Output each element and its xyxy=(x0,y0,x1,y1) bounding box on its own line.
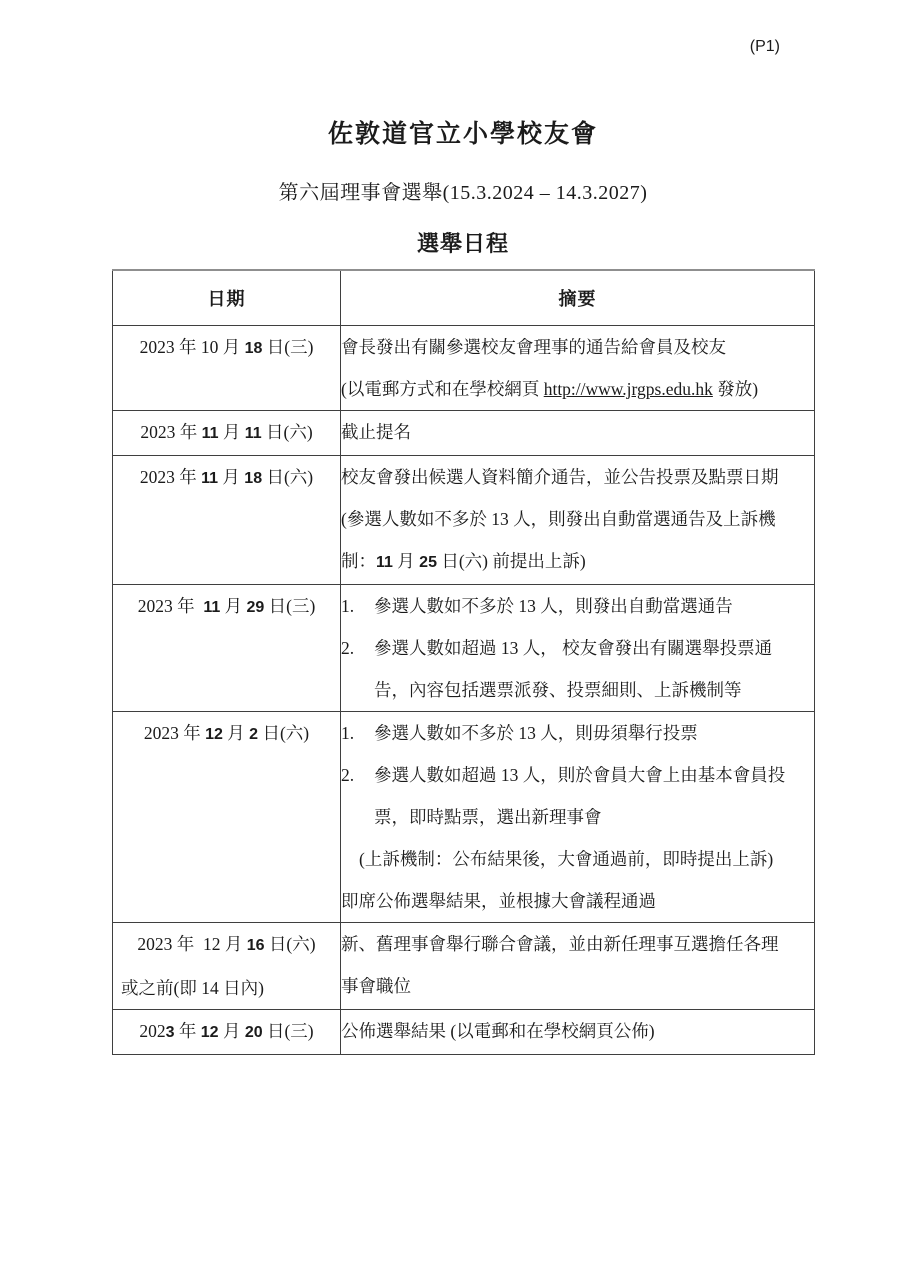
summary-line xyxy=(341,796,814,838)
summary-line xyxy=(341,712,814,754)
bold-text-segment: 11 xyxy=(376,554,393,571)
summary-cell xyxy=(341,712,815,923)
text-segment: 票，即時點票，選出新理事會 xyxy=(374,807,602,827)
section-title: 選舉日程 xyxy=(416,231,509,256)
date-line xyxy=(113,585,340,629)
text-segment: 日(六) xyxy=(264,934,316,954)
date-cell xyxy=(113,712,341,923)
summary-line xyxy=(341,627,814,669)
table-header-row xyxy=(113,270,815,326)
bold-text-segment: 11 xyxy=(201,470,219,487)
bold-text-segment: 11 xyxy=(244,425,262,442)
date-cell xyxy=(113,923,341,1010)
text-segment: 發放) xyxy=(712,379,759,399)
text-segment: 日(六) xyxy=(262,467,314,487)
text-segment: 2023 年 xyxy=(143,723,206,743)
bold-text-segment: 25 xyxy=(419,554,437,571)
text-segment: 月 xyxy=(220,596,247,616)
summary-line xyxy=(341,838,814,880)
text-segment: 參選人數如不多於 13 人，則發出自動當選通告 xyxy=(374,596,733,616)
list-marker: 1. xyxy=(341,723,355,743)
list-marker: 2. xyxy=(341,765,355,785)
summary-cell xyxy=(341,456,815,585)
summary-cell xyxy=(341,411,815,456)
text-segment: (上訴機制：公布結果後，大會通過前，即時提出上訴) xyxy=(359,849,774,869)
summary-cell xyxy=(341,923,815,1010)
summary-line xyxy=(341,1010,814,1052)
text-segment: 日(六) xyxy=(258,723,310,743)
table-row xyxy=(113,712,815,923)
bold-text-segment: 16 xyxy=(246,937,265,954)
bold-text-segment: 3 xyxy=(165,1024,175,1041)
date-cell xyxy=(113,326,341,411)
text-segment: 日(三) xyxy=(262,1021,314,1041)
summary-cell xyxy=(341,326,815,411)
table-row xyxy=(113,923,815,1010)
column-header-summary: 摘要 xyxy=(341,270,815,326)
date-line xyxy=(113,1010,340,1054)
text-segment: 公佈選舉結果 (以電郵和在學校網頁公佈) xyxy=(341,1021,655,1041)
text-segment: 月 xyxy=(218,467,245,487)
summary-line xyxy=(341,456,814,498)
text-segment: 2023 年 10 月 xyxy=(139,337,245,357)
text-segment: 年 xyxy=(174,1021,201,1041)
summary-line xyxy=(341,754,814,796)
summary-line xyxy=(341,411,814,453)
table-row xyxy=(113,326,815,411)
list-marker: 1. xyxy=(341,596,355,616)
date-line xyxy=(113,456,340,500)
summary-line xyxy=(341,326,814,368)
text-segment: 日(三) xyxy=(262,337,314,357)
bold-text-segment: 29 xyxy=(246,599,265,616)
text-segment: 日(三) xyxy=(264,596,316,616)
text-segment: 2023 年 xyxy=(137,596,204,616)
bold-text-segment: 11 xyxy=(203,599,221,616)
bold-text-segment: 2 xyxy=(249,726,259,743)
summary-line xyxy=(341,368,814,410)
date-line xyxy=(113,411,340,455)
page-number: (P1) xyxy=(749,38,780,55)
summary-line xyxy=(341,923,814,965)
date-line xyxy=(113,923,340,967)
text-segment: (以電郵方式和在學校網頁 xyxy=(341,379,544,399)
document-subtitle: 第六屆理事會選舉(15.3.2024 – 14.3.2027) xyxy=(278,182,648,204)
summary-line xyxy=(341,540,814,584)
text-segment: 日(六) 前提出上訴) xyxy=(436,551,586,571)
table-row xyxy=(113,1010,815,1055)
text-segment: 月 xyxy=(218,1021,245,1041)
table-row xyxy=(113,411,815,456)
text-segment: 告，內容包括選票派發、投票細則、上訴機制等 xyxy=(374,680,742,700)
bold-text-segment: 12 xyxy=(205,726,223,743)
summary-cell xyxy=(341,1010,815,1055)
text-segment: 月 xyxy=(218,422,245,442)
summary-line xyxy=(341,669,814,711)
text-segment: 事會職位 xyxy=(341,976,411,996)
text-segment: 日(六) xyxy=(261,422,313,442)
summary-line xyxy=(341,965,814,1007)
text-segment: 新、舊理事會舉行聯合會議，並由新任理事互選擔任各理 xyxy=(341,934,779,954)
summary-line xyxy=(341,585,814,627)
text-segment: 制： xyxy=(341,551,376,571)
date-cell xyxy=(113,411,341,456)
bold-text-segment: 11 xyxy=(201,425,219,442)
election-schedule-table xyxy=(112,269,815,1055)
bold-text-segment: 18 xyxy=(244,340,263,357)
text-segment: 202 xyxy=(139,1021,166,1041)
column-header-date: 日期 xyxy=(113,270,341,326)
bold-text-segment: 20 xyxy=(244,1024,263,1041)
text-segment: 會長發出有關參選校友會理事的通告給會員及校友 xyxy=(341,337,726,357)
table-row xyxy=(113,585,815,712)
text-segment: 2023 年 xyxy=(140,422,202,442)
bold-text-segment: 18 xyxy=(244,470,263,487)
date-cell xyxy=(113,1010,341,1055)
text-segment: 月 xyxy=(392,551,420,571)
text-segment: 或之前(即 14 日內) xyxy=(121,978,264,998)
table-row xyxy=(113,456,815,585)
text-segment: 校友會發出候選人資料簡介通告，並公告投票及點票日期 xyxy=(341,467,779,487)
document-title: 佐敦道官立小學校友會 xyxy=(327,121,598,148)
text-segment: 參選人數如不多於 13 人，則毋須舉行投票 xyxy=(374,723,698,743)
date-line xyxy=(113,967,340,1009)
list-marker: 2. xyxy=(341,638,355,658)
date-line xyxy=(113,326,340,370)
text-segment: 2023 年 xyxy=(139,467,202,487)
date-line xyxy=(113,712,340,756)
date-cell xyxy=(113,585,341,712)
text-segment: 截止提名 xyxy=(341,422,411,442)
text-segment: (參選人數如不多於 13 人，則發出自動當選通告及上訴機 xyxy=(341,509,776,529)
text-segment: 2023 年 12 月 xyxy=(137,934,247,954)
text-segment: 參選人數如超過 13 人，則於會員大會上由基本會員投 xyxy=(374,765,786,785)
summary-line xyxy=(341,498,814,540)
summary-cell xyxy=(341,585,815,712)
text-segment: 參選人數如超過 13 人， 校友會發出有關選舉投票通 xyxy=(374,638,773,658)
bold-text-segment: 12 xyxy=(200,1024,219,1041)
summary-line xyxy=(341,880,814,922)
text-segment: 月 xyxy=(222,723,250,743)
text-segment: 即席公佈選舉結果，並根據大會議程通過 xyxy=(341,891,656,911)
school-website-link[interactable]: http://www.jrgps.edu.hk xyxy=(543,379,713,399)
date-cell xyxy=(113,456,341,585)
